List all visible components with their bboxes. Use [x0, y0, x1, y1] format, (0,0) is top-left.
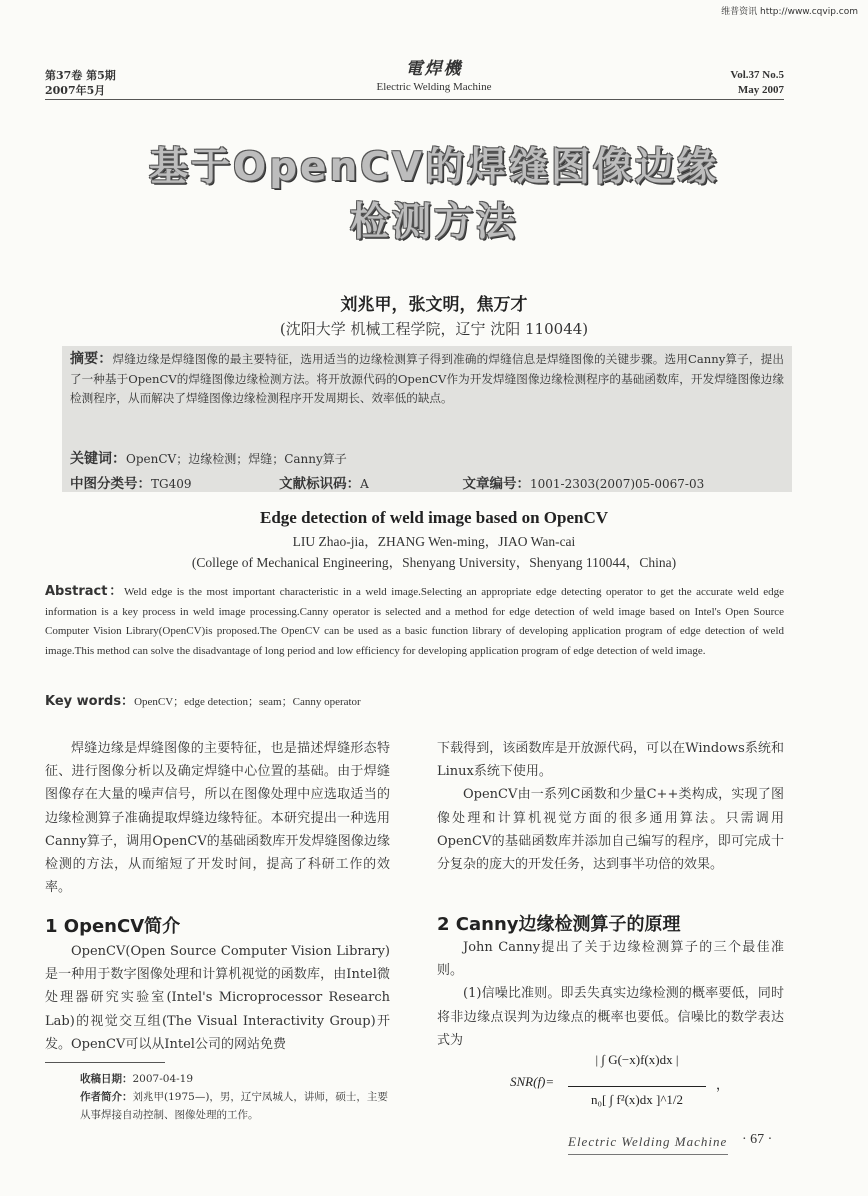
journal-logo: 電焊機	[405, 59, 463, 79]
doc-code-value: A	[360, 477, 369, 491]
header-date-cn: 2007年5月	[45, 84, 106, 97]
section-2-paragraph-1: John Canny提出了关于边缘检测算子的三个最佳准则。	[437, 940, 784, 979]
formula-comma: ，	[716, 1077, 730, 1092]
title-line-1: 基于OpenCV的焊缝图像边缘	[148, 145, 720, 190]
authors: 刘兆甲，张文明，焦万才	[340, 295, 528, 315]
formula-lhs: SNR(f)=	[510, 1074, 555, 1089]
english-keywords-label: Key words：	[45, 694, 135, 709]
body-right-section-2	[437, 936, 784, 1052]
english-keywords	[45, 690, 361, 709]
cls-label: 中图分类号：	[70, 476, 151, 492]
cls-value: TG409	[151, 477, 192, 491]
header-rule	[45, 99, 784, 100]
right-paragraph-1: 下载得到，该函数库是开放源代码，可以在Windows系统和Linux系统下使用。	[437, 741, 784, 780]
article-no-value: 1001-2303(2007)05-0067-03	[529, 477, 705, 491]
affiliation: (沈阳大学 机械工程学院，辽宁 沈阳 110044)	[279, 320, 589, 338]
section-1-paragraph: OpenCV(Open Source Computer Vision Library)是一种用于数字图像处理和计算机视觉的函数库，由Intel微处理器研究实验室(Intel's Microprocessor Research Lab)的视觉交互组(The Visual Interactivity Group)开发。OpenCV可以从Intel公司的网站免费	[45, 944, 390, 1052]
abstract-label: 摘要：	[70, 351, 113, 367]
keywords-cn	[70, 448, 347, 468]
intro-paragraph: 焊缝边缘是焊缝图像的主要特征，也是描述焊缝形态特征、进行图像分析以及确定焊缝中心位置的基础。由于焊缝图像存在大量的噪声信号，所以在图像处理中应选取适当的边缘检测算子准确提取焊缝边缘特征。本研究提出一种选用Canny算子，调用OpenCV的基础函数库开发焊缝图像边缘检测的方法，从而缩短了开发时间，提高了科研工作的效率。	[45, 741, 390, 896]
snr-formula	[510, 1052, 770, 1122]
section-2-heading: 2 Canny边缘检测算子的原理	[437, 914, 681, 935]
formula-denominator: n₀[ ∫ f²(x)dx ]^1/2	[590, 1092, 684, 1107]
footer-journal: Electric Welding Machine	[568, 1134, 728, 1149]
section-2-paragraph-2: (1)信噪比准则。即丢失真实边缘检测的概率要低，同时将非边缘点误判为边缘点的概率也要低。信噪比的数学表达式为	[437, 986, 784, 1048]
right-paragraph-2: OpenCV由一系列C函数和少量C++类构成，实现了图像处理和计算机视觉方面的很多通用算法。只需调用OpenCV的基础函数库并添加自己编写的程序，即可完成十分复杂的庞大的开发任务，达到事半功倍的效果。	[437, 787, 784, 873]
received-label: 收稿日期：	[80, 1073, 133, 1085]
header-volume-info-en	[730, 68, 784, 98]
header-volume-en: Vol.37 No.5	[730, 69, 784, 81]
section-1-heading: 1 OpenCV简介	[45, 916, 181, 937]
footnote	[80, 1070, 392, 1124]
formula-fraction-bar	[568, 1086, 706, 1087]
header-journal	[300, 54, 568, 93]
english-abstract-label: Abstract：	[45, 584, 124, 599]
header-volume-info	[45, 68, 116, 98]
keywords-label: 关键词：	[70, 451, 126, 467]
classification-row	[70, 472, 784, 492]
footnote-rule	[45, 1062, 165, 1063]
english-abstract-text: Weld edge is the most important characteristic in a weld image.Selecting an appropriate edge detecting operator to get the accurate weld edge information is a key process in weld image processing.Canny operator is selected and a method for edge detection of weld image based on Intel's Open Source Computer Vision Library(OpenCV)is proposed.The OpenCV can be used as a basic function library of developing application program of edge detection of weld image.This method can solve the disadvantage of long period and low efficiency for developing application program of edge detection of weld image.	[45, 586, 784, 657]
english-affiliation: (College of Mechanical Engineering，Shenyang University，Shenyang 110044，China)	[191, 555, 677, 570]
header-date-en: May 2007	[737, 84, 784, 96]
english-authors: LIU Zhao-jia，ZHANG Wen-ming，JIAO Wan-cai	[292, 534, 576, 549]
paper-title	[60, 140, 808, 250]
english-title: Edge detection of weld image based on OpenCV	[259, 508, 609, 527]
article-no-label: 文章编号：	[462, 476, 530, 492]
watermark: 维普资讯 http://www.cqvip.com	[721, 7, 858, 17]
formula-numerator: | ∫ G(−x)f(x)dx |	[595, 1052, 679, 1067]
received-value: 2007-04-19	[132, 1073, 194, 1085]
page-number: · 67 ·	[742, 1132, 773, 1147]
abstract-cn	[70, 350, 784, 409]
body-left-section-1	[45, 940, 390, 1056]
body-left-intro	[45, 737, 390, 899]
bio-label: 作者简介：	[80, 1091, 133, 1103]
abstract-text: 焊缝边缘是焊缝图像的最主要特征，选用适当的边缘检测算子得到准确的焊缝信息是焊缝图像的关键步骤。选用Canny算子，提出了一种基于OpenCV的焊缝图像边缘检测方法。将开放源代码的OpenCV作为开发焊缝图像边缘检测程序的基础函数库，开发焊缝图像边缘检测程序，从而解决了焊缝图像边缘检测程序开发周期长、效率低的缺点。	[70, 352, 785, 406]
english-abstract	[45, 582, 784, 661]
journal-name: Electric Welding Machine	[376, 81, 492, 93]
keywords-text: OpenCV；边缘检测；焊缝；Canny算子	[126, 452, 347, 466]
doc-code-label: 文献标识码：	[279, 476, 361, 492]
header-volume-issue: 第37卷 第5期	[45, 69, 116, 82]
bio-value: 刘兆甲(1975—)，男，辽宁凤城人，讲师，硕士，主要从事焊接自动控制、图像处理的工作。	[80, 1091, 388, 1121]
footer-rule	[568, 1154, 728, 1155]
english-keywords-text: OpenCV；edge detection；seam；Canny operator	[134, 696, 361, 708]
body-right-top	[437, 737, 784, 876]
title-line-2: 检测方法	[349, 200, 518, 245]
